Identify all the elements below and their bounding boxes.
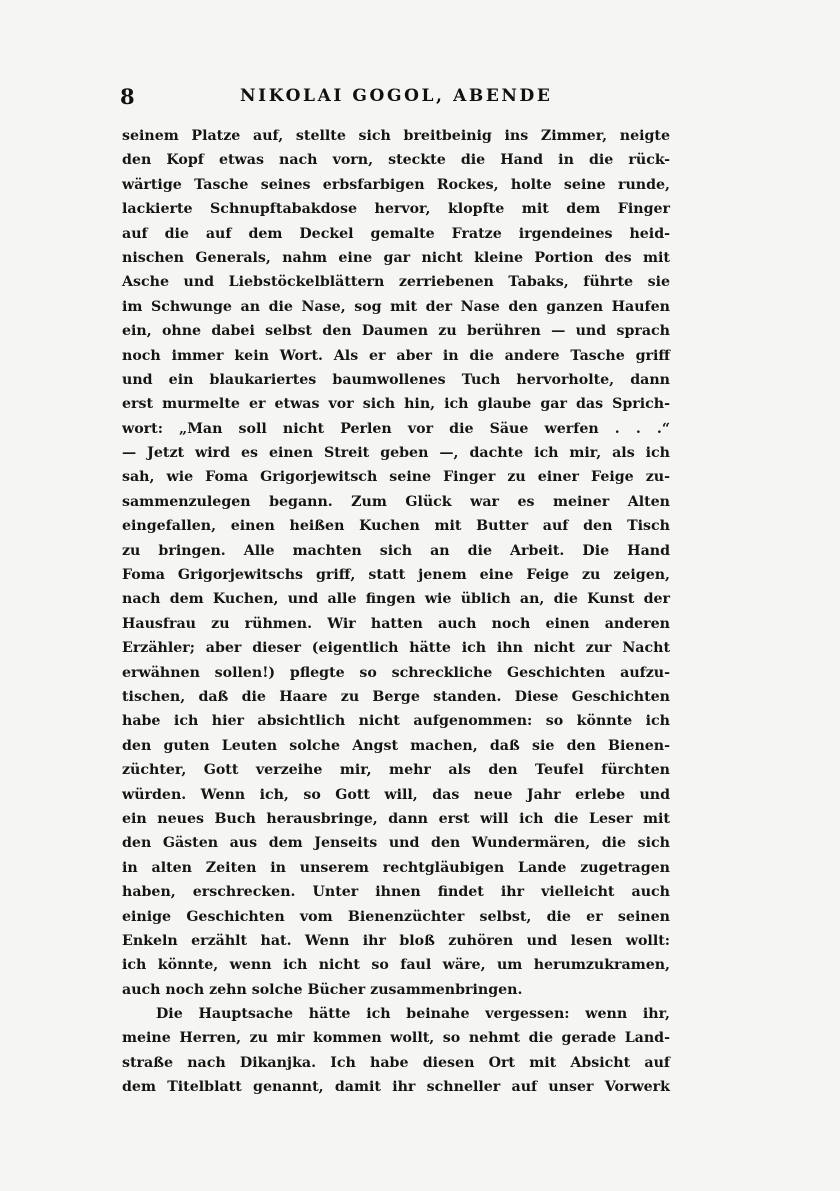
- text-line: wärtige Tasche seines erbsfarbigen Rockes, holte seine runde,: [122, 176, 670, 193]
- paragraph: [122, 124, 670, 1002]
- text-line: ein neues Buch herausbringe, dann erst will ich die Leser mit: [122, 810, 670, 827]
- text-line: lackierte Schnupftabakdose hervor, klopfte mit dem Finger: [122, 201, 670, 218]
- text-line: Enkeln erzählt hat. Wenn ihr bloß zuhören und lesen wollt:: [122, 932, 670, 949]
- text-line: auch noch zehn solche Bücher zusammenbringen.: [122, 981, 523, 998]
- text-line: sah, wie Foma Grigorjewitsch seine Finger zu einer Feige zu-: [122, 469, 670, 486]
- body-text: [122, 124, 670, 1100]
- text-line: dem Titelblatt genannt, damit ihr schneller auf unser Vorwerk: [122, 1079, 670, 1096]
- text-line: seinem Platze auf, stellte sich breitbeinig ins Zimmer, neigte: [122, 128, 670, 144]
- text-line: ein, ohne dabei selbst den Daumen zu berühren — und sprach: [122, 323, 670, 340]
- text-line: eingefallen, einen heißen Kuchen mit Butter auf den Tisch: [122, 518, 670, 535]
- text-line: wort: „Man soll nicht Perlen vor die Säue werfen . . .“: [122, 420, 670, 437]
- text-line: Asche und Liebstöckelblättern zerriebenen Tabaks, führte sie: [122, 274, 670, 291]
- text-line: einige Geschichten vom Bienenzüchter selbst, die er seinen: [122, 908, 670, 925]
- paragraph: [122, 1002, 670, 1100]
- text-line: — Jetzt wird es einen Streit geben —, dachte ich mir, als ich: [122, 445, 670, 462]
- text-line: Erzähler; aber dieser (eigentlich hätte ich ihn nicht zur Nacht: [122, 640, 670, 657]
- text-line: sammenzulegen begann. Zum Glück war es meiner Alten: [122, 493, 670, 510]
- text-line: haben, erschrecken. Unter ihnen findet ihr vielleicht auch: [122, 884, 670, 901]
- text-line: züchter, Gott verzeihe mir, mehr als den Teufel fürchten: [122, 762, 670, 779]
- text-line: Die Hauptsache hätte ich beinahe vergessen: wenn ihr,: [156, 1006, 670, 1023]
- text-line: in alten Zeiten in unserem rechtgläubigen Lande zugetragen: [122, 859, 670, 876]
- text-line: und ein blaukariertes baumwollenes Tuch hervorholte, dann: [122, 371, 670, 388]
- text-line: im Schwunge an die Nase, sog mit der Nase den ganzen Haufen: [122, 298, 670, 315]
- text-line: meine Herren, zu mir kommen wollt, so nehmt die gerade Land-: [122, 1030, 670, 1047]
- text-line: zu bringen. Alle machten sich an die Arbeit. Die Hand: [122, 542, 670, 559]
- running-title: NIKOLAI GOGOL, ABENDE: [240, 86, 553, 106]
- text-line: würden. Wenn ich, so Gott will, das neue Jahr erlebe und: [122, 786, 670, 803]
- text-line: Foma Grigorjewitschs griff, statt jenem eine Feige zu zeigen,: [122, 567, 670, 584]
- text-line: Hausfrau zu rühmen. Wir hatten auch noch einen anderen: [122, 615, 670, 632]
- text-line: erwähnen sollen!) pflegte so schreckliche Geschichten aufzu-: [122, 664, 670, 681]
- text-line: noch immer kein Wort. Als er aber in die andere Tasche griff: [122, 347, 670, 364]
- text-line: habe ich hier absichtlich nicht aufgenommen: so könnte ich: [122, 713, 670, 730]
- text-line: erst murmelte er etwas vor sich hin, ich glaube gar das Sprich-: [122, 396, 670, 413]
- text-line: tischen, daß die Haare zu Berge standen. Diese Geschichten: [122, 688, 670, 705]
- text-line: nischen Generals, nahm eine gar nicht kleine Portion des mit: [122, 249, 670, 266]
- text-line: nach dem Kuchen, und alle fingen wie üblich an, die Kunst der: [122, 591, 670, 608]
- text-line: ich könnte, wenn ich nicht so faul wäre, um herumzukramen,: [122, 957, 670, 974]
- page-number: 8: [120, 84, 135, 109]
- text-line: auf die auf dem Deckel gemalte Fratze irgendeines heid-: [122, 225, 670, 242]
- text-line: straße nach Dikanjka. Ich habe diesen Ort mit Absicht auf: [122, 1054, 670, 1071]
- text-line: den Gästen aus dem Jenseits und den Wundermären, die sich: [122, 835, 670, 852]
- page-header: [120, 84, 680, 114]
- text-line: den guten Leuten solche Angst machen, daß sie den Bienen-: [122, 737, 670, 754]
- text-line: den Kopf etwas nach vorn, steckte die Hand in die rück-: [122, 152, 670, 169]
